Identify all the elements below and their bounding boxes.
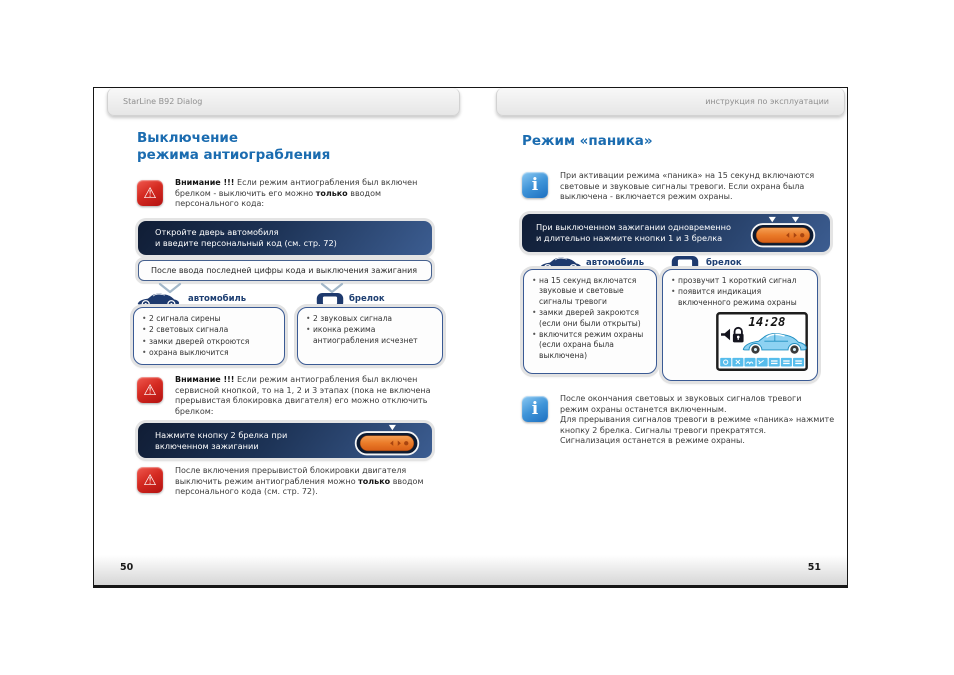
left-page-title (137, 130, 330, 163)
info-icon (522, 172, 548, 198)
warning-icon (137, 180, 163, 206)
fob-result-box (297, 307, 443, 365)
list-item: • замки дверей откроются (142, 337, 279, 347)
remote-control-icon (348, 424, 426, 458)
list-item: • 2 звуковых сигнала (306, 314, 437, 324)
warning-triangle-glyph: ⚠ (143, 183, 157, 202)
info2-line: После окончания световых и звуковых сигналов тревоги (560, 394, 802, 403)
panic-step-line2: и длительно нажмите кнопки 1 и 3 брелка (536, 233, 723, 243)
info2-line: кнопку 2 брелка. Сигналы тревоги прекратятся. (560, 425, 767, 435)
header-right-label: инструкция по эксплуатации (705, 97, 829, 106)
fob-box-label: брелок (349, 294, 385, 304)
warning1-text (175, 178, 445, 210)
list-item: • иконка режима антиограбления исчезнет (306, 325, 437, 346)
remote-control-icon (744, 216, 822, 250)
car-icon (136, 291, 180, 308)
warning3-bold: только (358, 476, 391, 486)
car-result-box (523, 269, 657, 374)
panic-step-line1: При выключенном зажигании одновременно (536, 222, 732, 232)
condition-bar-text: После ввода последней цифры кода и выключения зажигания (151, 266, 418, 275)
lcd-clock: 14:28 (748, 314, 786, 329)
info2-line: Сигнализация останется в режиме охраны. (560, 436, 745, 446)
warning1-bold: только (315, 188, 348, 198)
list-item: • охрана выключится (142, 348, 279, 358)
left-title-line1: Выключение (137, 130, 239, 146)
step2-line1: Нажмите кнопку 2 брелка при (155, 430, 288, 440)
list-item: • на 15 секунд включатся звуковые и световые сигналы тревоги (532, 276, 651, 307)
warning-icon (137, 467, 163, 493)
condition-bar (138, 260, 432, 281)
header-tab-left (107, 88, 460, 116)
fob-result-list (298, 308, 442, 346)
step-line1: Откройте дверь автомобиля (155, 227, 279, 237)
lcd-status-icons (720, 358, 804, 367)
step-box-text (138, 221, 432, 249)
info-i-glyph: i (531, 174, 539, 195)
info1-text: При активации режима «паника» на 15 секунд включаются световые и звуковые сигналы тревоги. Если охрана была выключена - включается режим охраны. (560, 171, 815, 202)
list-item: • 2 сигнала сирены (142, 314, 279, 324)
page-footer (94, 555, 847, 585)
step-box-press-button2 (138, 423, 432, 458)
warning3-text (175, 466, 443, 498)
step-line2: и введите персональный код (см. стр. 72) (155, 238, 337, 248)
warning1-lead: Внимание !!! (175, 178, 235, 187)
lcd-display (716, 312, 808, 371)
warning-icon (137, 377, 163, 403)
list-item: • прозвучит 1 короткий сигнал (671, 276, 812, 286)
list-item: • появится индикация включенного режима охраны (671, 287, 812, 308)
list-item: • включится режим охраны (если охрана была выключена) (532, 330, 651, 361)
step-box-enter-code (138, 221, 432, 255)
info2-line: Для прерывания сигналов тревоги в режиме «паника» нажмите (560, 415, 835, 425)
list-item: • замки дверей закроются (если они были открыты) (532, 308, 651, 329)
warning2-text (175, 375, 449, 417)
fob-box-label: брелок (706, 258, 742, 268)
car-result-box (133, 307, 285, 365)
step-box-press-buttons-1-3 (522, 214, 830, 252)
car-box-label: автомобиль (586, 258, 645, 268)
left-page-number: 50 (120, 562, 134, 573)
right-page-title: Режим «паника» (522, 133, 653, 149)
warning3-body2: вводом персонального кода (см. стр. 72). (175, 476, 424, 497)
warning2-body: Если режим антиограбления был включен сервисной кнопкой, то на 1, 2 и 3 этапах (пока не включена прерывистая блокировка двигателя) его можно отключить брелком: (175, 375, 431, 416)
warning1-body2: вводом персонального кода: (175, 188, 382, 209)
page-frame (93, 87, 848, 588)
left-title-line2: режима антиограбления (137, 146, 331, 163)
right-page-number: 51 (807, 562, 821, 573)
warning-triangle-glyph: ⚠ (143, 470, 157, 489)
car-result-list (524, 270, 656, 361)
header-left-label: StarLine B92 Dialog (123, 97, 203, 106)
info-icon (522, 396, 548, 422)
car-box-label: автомобиль (188, 294, 247, 304)
warning1-body1: Если режим антиограбления был включен брелком - выключить его можно (175, 178, 418, 198)
warning3-body1: После включения прерывистой блокировки двигателя выключить режим антиограбления можно (175, 466, 407, 486)
header-tab-right (496, 88, 845, 116)
info2-text (560, 394, 840, 447)
warning2-lead: Внимание !!! (175, 375, 235, 384)
car-result-list (134, 308, 284, 359)
info2-line: режим охраны останется включенным. (560, 404, 727, 414)
step2-line2: включенном зажигании (155, 441, 259, 451)
fob-result-list (663, 270, 817, 308)
warning-triangle-glyph: ⚠ (143, 380, 157, 399)
list-item: • 2 световых сигнала (142, 325, 279, 335)
info-i-glyph: i (531, 398, 539, 419)
